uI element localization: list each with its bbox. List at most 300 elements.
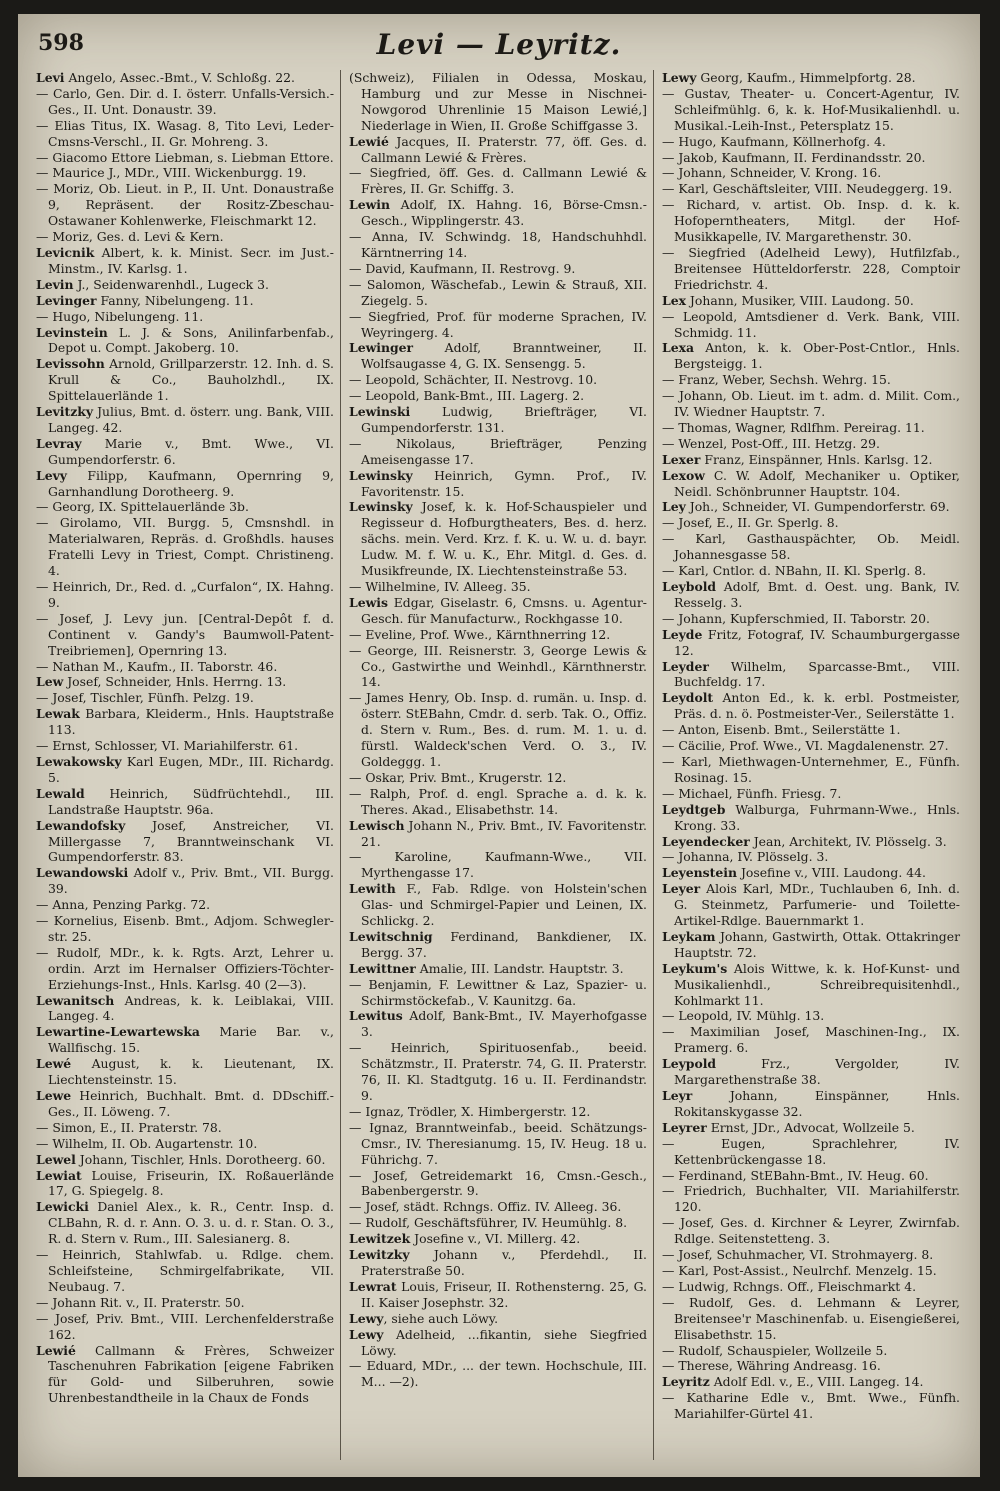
directory-entry [662, 531, 960, 563]
entry-surname: Lewin [349, 197, 390, 213]
directory-entry [36, 1024, 334, 1056]
entry-text: Anton Ed., k. k. erbl. Postmeister, Präs. d. n. ö. Postmeister-Ver., Seilerstätte 1. [674, 690, 960, 722]
entry-text: — Michael, Fünfh. Friesg. 7. [662, 785, 842, 801]
entry-text: Johann, Gastwirth, Ottak. Ottakringer Hauptstr. 72. [674, 928, 960, 960]
directory-entry [662, 1008, 960, 1024]
entry-text: Josef, Schneider, Hnls. Herrng. 13. [63, 674, 287, 690]
entry-surname: Leyr [662, 1088, 693, 1103]
directory-entry [349, 70, 647, 134]
entry-text: — Johann Rit. v., II. Praterstr. 50. [36, 1294, 245, 1310]
directory-entry [36, 468, 334, 500]
entry-surname: Lewié [349, 133, 389, 149]
directory-entry [36, 293, 334, 309]
entry-text: — Eugen, Sprachlehrer, IV. Kettenbrückengasse 18. [662, 1135, 960, 1167]
entry-text: — Karl, Miethwagen-Unternehmer, E., Fünfh. Rosinag. 15. [662, 753, 960, 785]
directory-entry [349, 849, 647, 881]
entry-text: — Anton, Eisenb. Bmt., Seilerstätte 1. [662, 722, 901, 738]
entry-text: Johann, Tischler, Hnls. Dorotheerg. 60. [75, 1151, 326, 1167]
entry-text: — Johann, Kupferschmied, II. Taborstr. 20. [662, 610, 930, 626]
directory-entry [662, 1168, 960, 1184]
entry-text: — Katharine Edle v., Bmt. Wwe., Fünfh. Mariahilfer-Gürtel 41. [662, 1390, 960, 1422]
entry-surname: Leydolt [662, 690, 714, 706]
directory-entry [36, 165, 334, 181]
entry-text: — Oskar, Priv. Bmt., Krugerstr. 12. [349, 769, 567, 785]
directory-entry [36, 706, 334, 738]
entry-text: Filipp, Kaufmann, Opernring 9, Garnhandlung Dorotheerg. 9. [48, 467, 334, 499]
entry-text: Josef, k. k. Hof-Schauspieler und Regisseur d. Hofburgtheaters, Bes. d. herz. sächs. mein. Verd. Krz. f. K. u. W. u. d. bayr. Ludw. M. f. W. u. K., Ehr. Mitgl. d. Ges. d. Musikfreunde, IX. Liechtensteinstraße 53. [361, 499, 647, 579]
directory-entry [36, 1199, 334, 1247]
entry-text: — Josef, E., II. Gr. Sperlg. 8. [662, 515, 839, 531]
entry-surname: Lewicki [36, 1199, 89, 1215]
directory-entry [36, 404, 334, 436]
directory-entry [349, 388, 647, 404]
entry-text: — Johanna, IV. Plösselg. 3. [662, 849, 829, 865]
entry-text: Johann, Einspänner, Hnls. Rokitanskygasse 32. [674, 1088, 960, 1119]
directory-entry [349, 165, 647, 197]
directory-entry [349, 627, 647, 643]
entry-surname: Lewe [36, 1088, 72, 1103]
directory-entry [349, 372, 647, 388]
entry-text: Adolf, Bank-Bmt., IV. Mayerhofgasse 3. [361, 1008, 647, 1040]
directory-entry [662, 197, 960, 245]
entry-text: — Ludwig, Rchngs. Off., Fleischmarkt 4. [662, 1278, 917, 1294]
entry-text: Walburga, Fuhrmann-Wwe., Hnls. Krong. 33. [674, 801, 960, 833]
directory-entry [662, 929, 960, 961]
entry-text: Wilhelm, Sparcasse-Bmt., VIII. Buchfeldg. 17. [674, 658, 960, 690]
directory-entry [662, 659, 960, 691]
entry-text: — Heinrich, Spirituosenfab., beeid. Schätzmstr., II. Praterstr. 74, G. II. Praterstr. 76, II. Kl. Stadtgutg. 16 u. II. Ferdinandstr. 9. [349, 1040, 647, 1103]
entry-surname: Leyenstein [662, 865, 737, 881]
directory-entry [36, 945, 334, 993]
entry-text: — Elias Titus, IX. Wasag. 8, Tito Levi, Leder-Cmsns-Verschl., II. Gr. Mohreng. 3. [36, 117, 334, 149]
directory-entry [349, 1104, 647, 1120]
entry-surname: Leypold [662, 1056, 717, 1072]
entry-surname: Lewitzek [349, 1231, 411, 1247]
entry-surname: Lewitzky [349, 1247, 410, 1263]
entry-surname: Leydtgeb [662, 801, 726, 817]
entry-text: — Wilhelmine, IV. Alleeg. 35. [349, 579, 531, 594]
entry-text: Louis, Friseur, II. Rothensterng. 25, G. II. Kaiser Josephstr. 32. [361, 1278, 647, 1310]
entry-surname: Lewel [36, 1151, 76, 1167]
entry-surname: Leyde [662, 626, 703, 642]
entry-text: — Anna, Penzing Parkg. 72. [36, 897, 211, 913]
directory-entry [36, 1343, 334, 1407]
directory-entry [662, 388, 960, 420]
entry-text: Josefine v., VIII. Laudong. 44. [737, 865, 926, 881]
directory-entry [36, 786, 334, 818]
directory-entry [662, 245, 960, 293]
entry-text: — Siegfried (Adelheid Lewy), Hutfilzfab., Breitensee Hütteldorferstr. 228, Comptoir Friedrichstr. 4. [662, 244, 960, 292]
directory-entry [349, 1199, 647, 1215]
entry-text: — Josef, städt. Rchngs. Offiz. IV. Alleeg. 36. [349, 1199, 622, 1215]
entry-text: — Heinrich, Stahlwfab. u. Rdlge. chem. Schleifsteine, Schmirgelfabrikate, VII. Neubaug. 7. [36, 1247, 334, 1294]
directory-entry [36, 1247, 334, 1295]
directory-entry [36, 897, 334, 913]
entry-text: — Josef, Tischler, Fünfh. Pelzg. 19. [36, 690, 254, 706]
entry-surname: Lewinsky [349, 499, 413, 515]
running-title: Levi — Leyritz. [376, 28, 622, 61]
entry-surname: Lewy [349, 1326, 384, 1342]
entry-text: Edgar, Giselastr. 6, Cmsns. u. Agentur-Gesch. für Manufacturw., Rockhgasse 10. [361, 594, 647, 626]
directory-entry [349, 818, 647, 850]
directory-entry [36, 611, 334, 659]
directory-entry [36, 70, 334, 86]
entry-surname: Leyrer [662, 1119, 707, 1135]
directory-entry [36, 1088, 334, 1120]
directory-entry [36, 1056, 334, 1088]
directory-entry [349, 229, 647, 261]
directory-entry [662, 754, 960, 786]
entry-text: Jean, Architekt, IV. Plösselg. 3. [749, 833, 947, 849]
directory-entry [662, 1024, 960, 1056]
directory-entry [36, 229, 334, 245]
directory-page [18, 14, 980, 1477]
directory-entry [349, 770, 647, 786]
directory-entry [36, 674, 334, 690]
entry-surname: Lewandofsky [36, 817, 126, 833]
entry-surname: Leyder [662, 658, 709, 674]
directory-entry [662, 1183, 960, 1215]
entry-surname: Lewy [662, 70, 697, 85]
entry-text: — Girolamo, VII. Burgg. 5, Cmsnshdl. in Materialwaren, Repräs. d. Großhdls. hauses Fratelli Levy in Triest, Compt. Christineng. 4. [36, 515, 334, 579]
directory-entry [349, 261, 647, 277]
entry-text: — Johann, Schneider, V. Krong. 16. [662, 165, 882, 181]
directory-entry [662, 70, 960, 86]
entry-text: Albert, k. k. Minist. Secr. im Just.-Minstm., IV. Karlsg. 1. [48, 244, 334, 276]
entry-text: — Eduard, MDr., ... der tewn. Hochschule, III. M... —2). [349, 1358, 647, 1390]
directory-entry [349, 690, 647, 770]
directory-entry [36, 499, 334, 515]
directory-entry [662, 1279, 960, 1295]
directory-entry [662, 881, 960, 929]
directory-entry [349, 579, 647, 595]
entry-text: — Eveline, Prof. Wwe., Kärnthnerring 12. [349, 626, 611, 642]
entry-text: — Rudolf, Ges. d. Lehmann & Leyrer, Breitensee'r Maschinenfab. u. Eisengießerei, Elisabethstr. 15. [662, 1294, 960, 1342]
entry-surname: Levinger [36, 292, 97, 308]
entry-text: — Wilhelm, II. Ob. Augartenstr. 10. [36, 1135, 258, 1151]
directory-entry [349, 499, 647, 579]
directory-entry [662, 1358, 960, 1374]
entry-text: — Wenzel, Post-Off., III. Hetzg. 29. [662, 435, 880, 451]
entry-surname: Lewisch [349, 817, 405, 833]
entry-text: Jacques, II. Praterstr. 77, öff. Ges. d. Callmann Lewié & Frères. [361, 133, 647, 165]
entry-text: — Gustav, Theater- u. Concert-Agentur, IV. Schleifmühlg. 6, k. k. Hof-Musikalienhdl. u. Musikal.-Leih-Inst., Petersplatz 15. [662, 85, 960, 133]
entry-surname: Leyritz [662, 1374, 710, 1390]
entry-surname: Levissohn [36, 356, 105, 372]
entry-text: Ernst, JDr., Advocat, Wollzeile 5. [706, 1119, 915, 1135]
entry-text: — Josef, Getreidemarkt 16, Cmsn.-Gesch., Babenbergerstr. 9. [349, 1167, 647, 1199]
directory-entry [349, 1327, 647, 1359]
entry-text: Fritz, Fotograf, IV. Schaumburgergasse 12. [674, 626, 960, 658]
directory-entry [662, 515, 960, 531]
entry-text: Alois Karl, MDr., Tuchlauben 6, Inh. d. G. Steinmetz, Parfumerie- und Toilette-Artikel-Rdlge. Bauernmarkt 1. [674, 881, 960, 929]
entry-surname: Lewinski [349, 404, 411, 420]
directory-entry [662, 436, 960, 452]
entry-surname: Leybold [662, 579, 717, 594]
entry-text: — Salomon, Wäschefab., Lewin & Strauß, XII. Ziegelg. 5. [349, 276, 647, 308]
entry-text: — Rudolf, MDr., k. k. Rgts. Arzt, Lehrer u. ordin. Arzt im Hernalser Offiziers-Töchter-Erziehungs-Inst., Hnls. Karlsg. 40 (2—3). [36, 944, 334, 992]
entry-text: — Kornelius, Eisenb. Bmt., Adjom. Schwegler-str. 25. [36, 913, 334, 944]
entry-text: — Friedrich, Buchhalter, VII. Mariahilferstr. 120. [662, 1183, 960, 1215]
entry-text: Josef, Anstreicher, VI. Millergasse 7, Branntweinschank VI. Gumpendorferstr. 83. [48, 817, 334, 865]
entry-text: — Josef, Ges. d. Kirchner & Leyrer, Zwirnfab. Rdlge. Seitenstetteng. 3. [662, 1215, 960, 1247]
directory-entry [662, 1390, 960, 1422]
entry-surname: Levy [36, 467, 67, 483]
entry-text: — Moriz, Ob. Lieut. in P., II. Unt. Donaustraße 9, Repräsent. der Rositz-Zbeschau-Ostawaner Kohlenwerke, Fleischmarkt 12. [36, 181, 334, 229]
entry-text: — Rudolf, Geschäftsführer, IV. Heumühlg. 8. [349, 1215, 628, 1231]
entry-text: — Heinrich, Dr., Red. d. „Curfalon“, IX. Hahng. 9. [36, 579, 334, 610]
directory-entry [349, 1120, 647, 1168]
directory-entry [662, 86, 960, 134]
directory-entry [349, 277, 647, 309]
directory-entry [349, 977, 647, 1009]
entry-text: — Anna, IV. Schwindg. 18, Handschuhhdl. Kärntnerring 14. [349, 229, 647, 260]
directory-entry [36, 181, 334, 229]
directory-entry [662, 611, 960, 627]
entry-text: J., Seidenwarenhdl., Lugeck 3. [73, 276, 269, 292]
entry-text: Amalie, III. Landstr. Hauptstr. 3. [415, 960, 624, 976]
directory-entry [662, 849, 960, 865]
entry-text: — Karl, Post-Assist., Neulrchf. Menzelg. 15. [662, 1262, 937, 1278]
directory-entry [349, 595, 647, 627]
entry-surname: Lewith [349, 881, 396, 897]
directory-entry [662, 690, 960, 722]
page-number: 598 [38, 30, 84, 56]
entry-text: Marie Bar. v., Wallfischg. 15. [48, 1024, 334, 1056]
directory-entry [662, 802, 960, 834]
entry-surname: Leyendecker [662, 833, 750, 849]
entry-surname: Lewis [349, 594, 388, 610]
entry-text: — Therese, Währing Andreasg. 16. [662, 1358, 881, 1374]
entry-text: Heinrich, Buchhalt. Bmt. d. DDschiff.-Ges., II. Löweng. 7. [48, 1088, 334, 1119]
entry-text: Karl Eugen, MDr., III. Richardg. 5. [48, 753, 334, 785]
directory-entry [662, 150, 960, 166]
directory-entry [662, 1056, 960, 1088]
column-left [36, 70, 341, 1460]
entry-text: — Giacomo Ettore Liebman, s. Liebman Ettore. [36, 149, 334, 165]
entry-text: Johann v., Pferdehdl., II. Praterstraße 50. [361, 1247, 647, 1278]
directory-entry [349, 340, 647, 372]
entry-text: — Carlo, Gen. Dir. d. I. österr. Unfalls-Versich.-Ges., II. Unt. Donaustr. 39. [36, 85, 334, 117]
directory-entry [662, 340, 960, 372]
directory-entry [349, 134, 647, 166]
directory-entry [662, 563, 960, 579]
directory-entry [662, 1295, 960, 1343]
directory-entry [36, 659, 334, 675]
entry-text: — Karl, Gasthauspächter, Ob. Meidl. Johannesgasse 58. [662, 531, 960, 563]
entry-text: — Rudolf, Schauspieler, Wollzeile 5. [662, 1342, 888, 1358]
directory-entry [36, 865, 334, 897]
directory-entry [36, 1120, 334, 1136]
directory-entry [662, 961, 960, 1009]
entry-text: — Ignaz, Branntweinfab., beeid. Schätzungs-Cmsr., IV. Theresianumg. 15, IV. Heug. 18 u. Führichg. 7. [349, 1119, 647, 1167]
entry-text: Johann N., Priv. Bmt., IV. Favoritenstr. 21. [361, 817, 647, 849]
entry-text: — Georg, IX. Spittelauerlände 3b. [36, 499, 249, 515]
entry-surname: Levi [36, 70, 65, 85]
directory-entry [662, 786, 960, 802]
directory-entry [36, 754, 334, 786]
directory-entry [36, 515, 334, 579]
directory-entry [662, 1343, 960, 1359]
directory-entry [662, 134, 960, 150]
entry-text: — Ferdinand, StEBahn-Bmt., IV. Heug. 60. [662, 1167, 929, 1183]
entry-text: Georg, Kaufm., Himmelpfortg. 28. [696, 70, 916, 85]
entry-text: — Ernst, Schlosser, VI. Mariahilferstr. 61. [36, 738, 299, 754]
entry-text: Adolf, Bmt. d. Oest. ung. Bank, IV. Resselg. 3. [674, 579, 960, 610]
entry-text: (Schweiz), Filialen in Odessa, Moskau, Hamburg und zur Messe in Nischnei-Nowgorod Uhrenlinie 15 Maison Lewié,] Niederlage in Wien, II. Große Schiffgasse 3. [349, 70, 647, 133]
directory-entry [36, 913, 334, 945]
entry-text: Marie v., Bmt. Wwe., VI. Gumpendorferstr. 6. [48, 435, 334, 467]
directory-entry [662, 1247, 960, 1263]
directory-entry [349, 1358, 647, 1390]
directory-entry [349, 468, 647, 500]
directory-entry [662, 1120, 960, 1136]
entry-surname: Lewinsky [349, 467, 413, 483]
directory-entry [36, 1311, 334, 1343]
directory-entry [662, 865, 960, 881]
entry-text: — Franz, Weber, Sechsh. Wehrg. 15. [662, 372, 891, 388]
entry-text: Arnold, Grillparzerstr. 12. Inh. d. S. Krull & Co., Bauholzhdl., IX. Spittelauerlände 1. [48, 356, 334, 404]
directory-entry [349, 881, 647, 929]
entry-text: — Siegfried, Prof. für moderne Sprachen, IV. Weyringerg. 4. [349, 308, 647, 340]
directory-entry [662, 579, 960, 611]
directory-entry [36, 1152, 334, 1168]
directory-entry [36, 436, 334, 468]
directory-entry [662, 452, 960, 468]
entry-text: — Ralph, Prof. d. engl. Sprache a. d. k. k. Theres. Akad., Elisabethstr. 14. [349, 785, 647, 817]
directory-entry [36, 738, 334, 754]
directory-entry [349, 961, 647, 977]
entry-surname: Lewak [36, 706, 80, 722]
entry-surname: Levray [36, 435, 82, 451]
entry-text: — Josef, J. Levy jun. [Central-Depôt f. d. Continent v. Gandy's Baumwoll-Patent-Treibriemen], Opernring 13. [36, 610, 334, 658]
entry-text: F., Fab. Rdlge. von Holstein'schen Glas- und Schmirgel-Papier und Leinen, IX. Schlickg. 2. [361, 881, 647, 929]
column-middle [349, 70, 654, 1460]
directory-entry [36, 118, 334, 150]
entry-surname: Levin [36, 276, 74, 292]
entry-surname: Lexer [662, 451, 701, 467]
entry-text: — Maximilian Josef, Maschinen-Ing., IX. Pramerg. 6. [662, 1024, 960, 1056]
entry-text: — Cäcilie, Prof. Wwe., VI. Magdalenenstr. 27. [662, 738, 949, 754]
entry-text: August, k. k. Lieutenant, IX. Liechtensteinstr. 15. [48, 1056, 334, 1088]
entry-text: — Maurice J., MDr., VIII. Wickenburgg. 19. [36, 165, 307, 181]
entry-surname: Leykum's [662, 960, 728, 976]
directory-entry [349, 643, 647, 691]
entry-surname: Levicnik [36, 244, 95, 260]
column-right [662, 70, 966, 1460]
entry-text: — Leopold, Schächter, II. Nestrovg. 10. [349, 372, 598, 388]
directory-entry [662, 1215, 960, 1247]
entry-text: — Jakob, Kaufmann, II. Ferdinandsstr. 20. [662, 149, 926, 165]
entry-text: Daniel Alex., k. R., Centr. Insp. d. CLBahn, R. d. r. Ann. O. 3. u. d. r. Stan. O. 3., R. d. Stern v. Rum., III. Salesianerg. 8. [48, 1199, 334, 1247]
entry-text: Julius, Bmt. d. österr. ung. Bank, VIII. Langeg. 42. [48, 404, 334, 435]
directory-entry [349, 404, 647, 436]
directory-entry [36, 325, 334, 357]
directory-entry [349, 436, 647, 468]
entry-surname: Lewartine-Lewartewska [36, 1024, 200, 1040]
directory-entry [349, 1247, 647, 1279]
directory-entry [36, 1136, 334, 1152]
directory-entry [36, 309, 334, 325]
entry-text: — Siegfried, öff. Ges. d. Callmann Lewié & Frères, II. Gr. Schiffg. 3. [349, 165, 647, 197]
entry-text: — Hugo, Kaufmann, Köllnerhofg. 4. [662, 133, 886, 149]
directory-entry [349, 786, 647, 818]
directory-entry [36, 1295, 334, 1311]
directory-entry [36, 356, 334, 404]
entry-text: Anton, k. k. Ober-Post-Cntlor., Hnls. Bergsteigg. 1. [674, 340, 960, 372]
entry-text: Ferdinand, Bankdiener, IX. Bergg. 37. [361, 928, 647, 960]
entry-surname: Lewitus [349, 1008, 403, 1024]
entry-surname: Lewy [349, 1310, 384, 1326]
entry-surname: Lexow [662, 467, 705, 483]
entry-text: Heinrich, Gymn. Prof., IV. Favoritenstr. 15. [361, 467, 647, 499]
directory-entry [662, 1136, 960, 1168]
entry-text: — Karl, Cntlor. d. NBahn, II. Kl. Sperlg. 8. [662, 563, 927, 579]
directory-entry [662, 738, 960, 754]
directory-entry [36, 818, 334, 866]
entry-surname: Lex [662, 292, 686, 308]
directory-entry [349, 929, 647, 961]
directory-entry [662, 420, 960, 436]
directory-entry [662, 468, 960, 500]
directory-entry [662, 499, 960, 515]
entry-surname: Ley [662, 499, 686, 515]
entry-text: — Richard, v. artist. Ob. Insp. d. k. k. Hofoperntheaters, Mitgl. der Hof-Musikkapelle, IV. Margarethenstr. 30. [662, 197, 960, 245]
entry-text: Joh., Schneider, VI. Gumpendorferstr. 69. [685, 499, 950, 515]
entry-surname: Lewakowsky [36, 753, 122, 769]
directory-entry [349, 197, 647, 229]
entry-text: Adolf v., Priv. Bmt., VII. Burgg. 39. [48, 865, 334, 897]
entry-text: Heinrich, Südfrüchtehdl., III. Landstraße Hauptstr. 96a. [48, 785, 334, 817]
entry-surname: Lewié [36, 1342, 76, 1358]
directory-entry [662, 722, 960, 738]
entry-text: — Benjamin, F. Lewittner & Laz, Spazier- u. Schirmstöckefab., V. Kaunitzg. 6a. [349, 976, 647, 1008]
entry-text: Frz., Vergolder, IV. Margarethenstraße 38. [674, 1056, 960, 1088]
directory-entry [662, 309, 960, 341]
directory-entry [36, 993, 334, 1025]
entry-text: Adolf Edl. v., E., VIII. Langeg. 14. [709, 1374, 924, 1390]
directory-entry [349, 1040, 647, 1104]
entry-text: — Simon, E., II. Praterstr. 78. [36, 1119, 222, 1135]
entry-text: Johann, Musiker, VIII. Laudong. 50. [685, 292, 914, 308]
entry-surname: Lewitschnig [349, 928, 433, 944]
entry-columns [36, 70, 966, 1460]
entry-text: — Josef, Schuhmacher, VI. Strohmayerg. 8. [662, 1247, 934, 1263]
entry-surname: Lewanitsch [36, 992, 115, 1008]
entry-text: — Thomas, Wagner, Rdlfhm. Pereirag. 11. [662, 419, 925, 435]
directory-entry [36, 277, 334, 293]
entry-text: — James Henry, Ob. Insp. d. rumän. u. Insp. d. österr. StEBahn, Cmdr. d. serb. Tak. O., Offiz. d. Stern v. Rum., Bes. d. rum. M. 1. u. d. fürstl. Waldeck'schen Verd. O. 3., IV. Goldeggg. 1. [349, 690, 647, 769]
directory-entry [662, 293, 960, 309]
entry-text: C. W. Adolf, Mechaniker u. Optiker, Neidl. Schönbrunner Hauptstr. 104. [674, 467, 960, 499]
entry-surname: Lewé [36, 1056, 72, 1072]
entry-surname: Lewittner [349, 960, 416, 976]
entry-text: Franz, Einspänner, Hnls. Karlsg. 12. [700, 451, 933, 467]
directory-entry [662, 372, 960, 388]
entry-text: L. J. & Sons, Anilinfarbenfab., Depot u. Compt. Jakoberg. 10. [48, 324, 334, 356]
directory-entry [662, 1263, 960, 1279]
directory-entry [36, 1168, 334, 1200]
entry-surname: Lewrat [349, 1278, 397, 1294]
entry-text: Andreas, k. k. Leiblakai, VIII. Langeg. 4. [48, 992, 334, 1024]
entry-text: — Karoline, Kaufmann-Wwe., VII. Myrthengasse 17. [349, 849, 647, 881]
entry-text: — Leopold, IV. Mühlg. 13. [662, 1008, 825, 1024]
directory-entry [662, 627, 960, 659]
entry-text: , siehe auch Löwy. [383, 1310, 499, 1326]
entry-text: — George, III. Reisnerstr. 3, George Lewis & Co., Gastwirthe und Weinhdl., Kärnthnerstr. 14. [349, 642, 647, 690]
entry-text: — Moriz, Ges. d. Levi & Kern. [36, 229, 224, 245]
directory-entry [36, 150, 334, 166]
